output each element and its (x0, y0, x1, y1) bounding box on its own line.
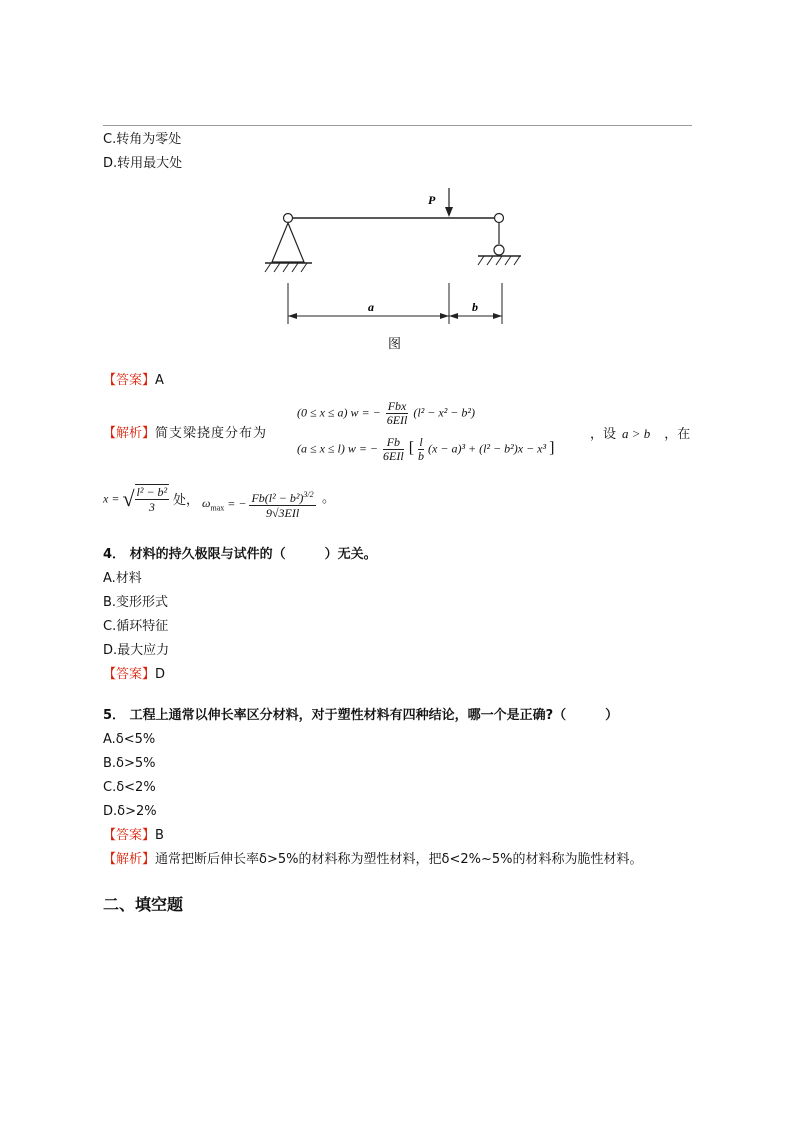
load-arrow-head (445, 207, 453, 217)
answer-tag: 【答案】 (103, 373, 156, 388)
right-hatch (478, 256, 520, 265)
formula-end: 。 (322, 491, 336, 506)
q5-stem: 5． 工程上通常以伸长率区分材料，对于塑性材料有四种结论，哪一个是正确?（ ） (103, 708, 619, 723)
right-roller (494, 245, 504, 255)
option-d: D.转用最大处 (103, 156, 183, 171)
q4-option-b: B.变形形式 (103, 595, 169, 610)
analysis-tag: 【解析】 (103, 426, 156, 441)
option-c: C.转角为零处 (103, 132, 182, 147)
header-rule (103, 125, 692, 126)
q4-option-a: A.材料 (103, 571, 142, 586)
q4-stem: 4． 材料的持久极限与试件的（ ）无关。 (103, 547, 377, 562)
formula-x: x = √ $\frac{\text{l² − b²}}{3}$ (103, 485, 168, 514)
q5-option-b: B.δ>5% (103, 756, 156, 771)
q5-analysis-line: 【解析】通常把断后伸长率δ>5%的材料称为塑性材料，把δ<2%~5%的材料称为脆性材料。 (103, 852, 643, 867)
q3-answer-line (103, 372, 164, 390)
q4-option-c: C.循环特征 (103, 619, 169, 634)
formula-at-text: 处， (173, 493, 200, 508)
right-pin (495, 214, 504, 223)
q3-condition: ，设 a > b ，在 (590, 426, 691, 442)
section-title: 二、填空题 (103, 895, 184, 914)
q3-analysis-intro: 【解析】简支梁挠度分布为 (103, 426, 268, 441)
left-hatch (265, 263, 307, 272)
q5-option-c: C.δ<2% (103, 780, 156, 795)
formula-omega: $\omega_{max}$ = − $Fb(l^2 - b^2)^{3/2}$ 9√3EIl (202, 490, 314, 520)
formula-case-2: (a ≤ x ≤ l) w = − Fb 6EIl [ $\frac{l}{b}$ (x − a)³ + (l² − b²)x − x³ ] (297, 435, 555, 463)
q5-answer-line: 【答案】B (103, 828, 164, 843)
q4-option-d: D.最大应力 (103, 643, 170, 658)
dim-b-label: b (472, 300, 478, 314)
left-support-triangle (272, 223, 304, 262)
formula-case-1: (0 ≤ x ≤ a) w = − Fbx 6EIl (l² − x² − b²) (297, 399, 475, 427)
load-label: P (428, 193, 436, 207)
answer-value: A (155, 373, 164, 388)
dim-a-label: a (368, 300, 374, 314)
beam-figure (255, 188, 535, 333)
q5-option-a: A.δ<5% (103, 732, 156, 747)
q4-answer-line: 【答案】D (103, 667, 166, 682)
figure-caption: 图 (388, 337, 402, 352)
q5-option-d: D.δ>2% (103, 804, 157, 819)
left-pin (284, 214, 293, 223)
